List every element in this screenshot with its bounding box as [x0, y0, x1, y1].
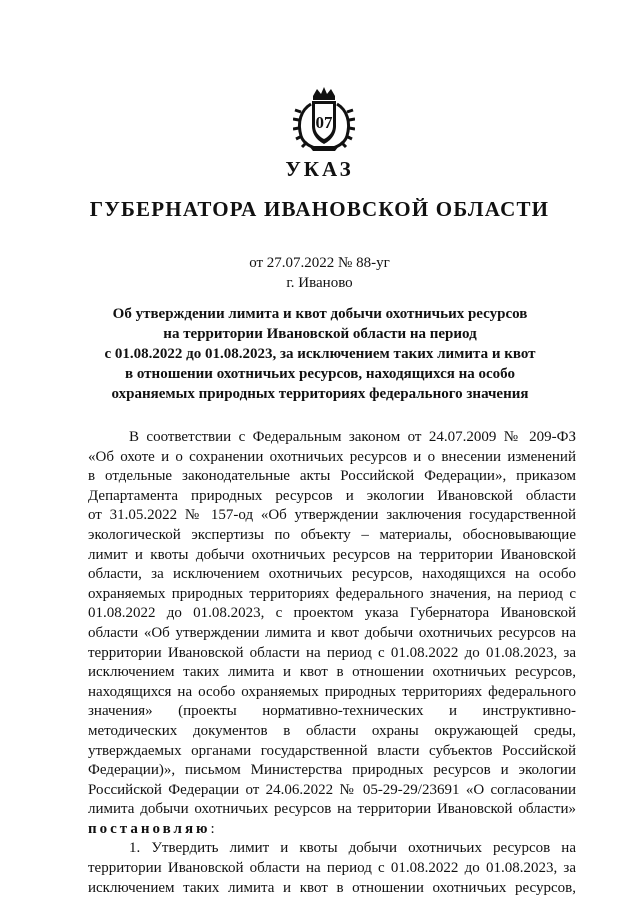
body-line: «Об охоте и о сохранении охотничьих ресурсов и о внесении изменений [88, 448, 576, 465]
issuer-title: ГУБЕРНАТОРА ИВАНОВСКОЙ ОБЛАСТИ [89, 197, 550, 221]
body-line: области «Об утверждении лимита и квот добычи охотничьих ресурсов на [88, 624, 576, 641]
document-date-number: от 27.07.2022 № 88-уг [249, 255, 390, 271]
subject-line: с 01.08.2022 до 01.08.2023, за исключением таких лимита и квот [104, 346, 536, 362]
body-line: 01.08.2022 до 01.08.2023, с проектом указа Губернатора Ивановской [88, 605, 576, 622]
item-line: исключением таких лимита и квот в отношении охотничьих ресурсов, [88, 879, 576, 896]
body-line: Департамента природных ресурсов и экологии Ивановской области [88, 487, 576, 504]
item-line: 1. Утвердить лимит и квоты добычи охотничьих ресурсов на [129, 840, 576, 857]
body-line: лимита добычи охотничьих ресурсов на территории Ивановской области» [88, 801, 576, 818]
document-type-title: УКАЗ [285, 157, 354, 181]
body-line: экологической экспертизы по объекту – материалы, обосновывающие [88, 526, 576, 543]
body-line: значения» (проекты нормативно-технических и инструктивно- [88, 703, 576, 720]
decree-word: постановляю [88, 820, 211, 837]
body-line: в отдельные законодательные акты Российской Федерации», приказом [88, 468, 576, 485]
document-city: г. Иваново [286, 275, 353, 291]
decree-line [88, 820, 576, 840]
item-line: территории Ивановской области на период с 01.08.2022 до 01.08.2023, за [88, 860, 576, 877]
body-line: утверждаемых органами государственной власти субъектов Российской [88, 742, 576, 759]
body-line: исключением таких лимита и квот в отношении охотничьих ресурсов, [88, 664, 576, 681]
subject-line: на территории Ивановской области на период [163, 326, 477, 342]
decree-colon: : [210, 820, 215, 837]
body-line: области, за исключением охотничьих ресурсов, находящихся на особо [88, 566, 576, 583]
body-line: территории Ивановской области на период с 01.08.2022 до 01.08.2023, за [88, 644, 576, 661]
body-line: от 31.05.2022 № 157-од «Об утверждении заключения государственной [88, 507, 576, 524]
body-line: лимит и квоты добычи охотничьих ресурсов на территории Ивановской [88, 546, 576, 563]
body-line: методических документов в области охраны окружающей среды, [88, 722, 576, 739]
subject-line: охраняемых природных территориях федерального значения [111, 386, 529, 402]
body-line: Федерации)», письмом Министерства природных ресурсов и экологии [88, 762, 576, 779]
body-line: В соответствии с Федеральным законом от 24.07.2009 № 209-ФЗ [129, 429, 576, 445]
document-body [88, 428, 576, 898]
document-subject [100, 304, 540, 404]
subject-line: в отношении охотничьих ресурсов, находящихся на особо [125, 366, 515, 382]
body-line: Российской Федерации от 24.06.2022 № 05-29-29/23691 «О согласовании [88, 781, 576, 798]
ivanovo-region-coat-of-arms-icon [293, 86, 355, 152]
body-line: охраняемых природных территориях федерального значения, на период с [88, 585, 576, 602]
emblem-label: 07 [315, 113, 333, 132]
subject-line: Об утверждении лимита и квот добычи охотничьих ресурсов [112, 306, 528, 322]
body-line: находящихся на особо охраняемых природных территориях федерального [88, 683, 576, 700]
